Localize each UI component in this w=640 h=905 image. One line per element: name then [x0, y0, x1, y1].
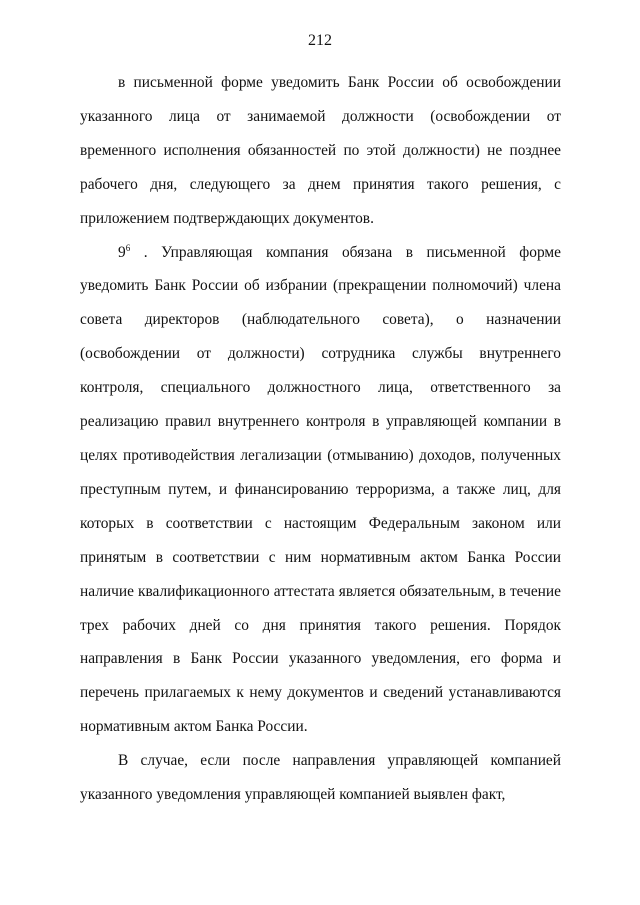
paragraph-clause-9-6: [80, 236, 561, 745]
text-line: устанавливаются нормативным актом Банка России.: [80, 684, 561, 736]
text-line: . Управляющая компания обязана в письменной форме уведомить: [80, 243, 561, 295]
document-body: [80, 66, 561, 812]
text-line: решения. Порядок направления в Банк России указанного уведомления,: [80, 616, 562, 668]
text-line: обязательным, в течение трех рабочих дней со дня принятия такого: [80, 582, 561, 634]
text-line: следующего за днем принятия такого решения, с приложением: [80, 175, 562, 227]
text-line: указанного уведомления управляющей компанией выявлен факт,: [80, 786, 506, 804]
text-line: (отмыванию) доходов, полученных преступным путем, и финансированию: [80, 446, 561, 498]
text-line: исполнения обязанностей по этой должности) не позднее рабочего дня,: [80, 141, 561, 193]
text-line: Федеральным законом или принятым в соответствии с ним нормативным: [80, 514, 561, 566]
clause-superscript: 6: [125, 242, 131, 253]
text-line: Банк России об избрании (прекращении полномочий) члена совета: [80, 277, 561, 329]
text-line: указанного лица от занимаемой должности (освобождении от временного: [80, 107, 561, 159]
text-line: должности) сотрудника службы внутреннего контроля, специального: [80, 345, 561, 397]
text-line: терроризма, а также лиц, для которых в соответствии с настоящим: [80, 480, 561, 532]
paragraph-continuation: [80, 66, 561, 236]
text-line: В случае, если после направления управляющей компанией: [118, 752, 561, 770]
text-line: его форма и перечень прилагаемых к нему документов и сведений: [80, 650, 562, 702]
text-line: контроля в управляющей компании в целях противодействия легализации: [80, 413, 561, 464]
text-line: в письменной форме уведомить Банк России об освобождении: [118, 74, 561, 91]
page-number: 212: [308, 32, 332, 49]
paragraph-in-case: [80, 744, 561, 812]
clause-number: 9: [118, 243, 126, 261]
text-line: подтверждающих документов.: [173, 209, 374, 227]
text-line: актом Банка России наличие квалификационного аттестата является: [80, 548, 562, 600]
text-line: должностного лица, ответственного за реализацию правил внутреннего: [80, 379, 561, 431]
text-line: директоров (наблюдательного совета), о назначении (освобождении от: [80, 311, 561, 363]
